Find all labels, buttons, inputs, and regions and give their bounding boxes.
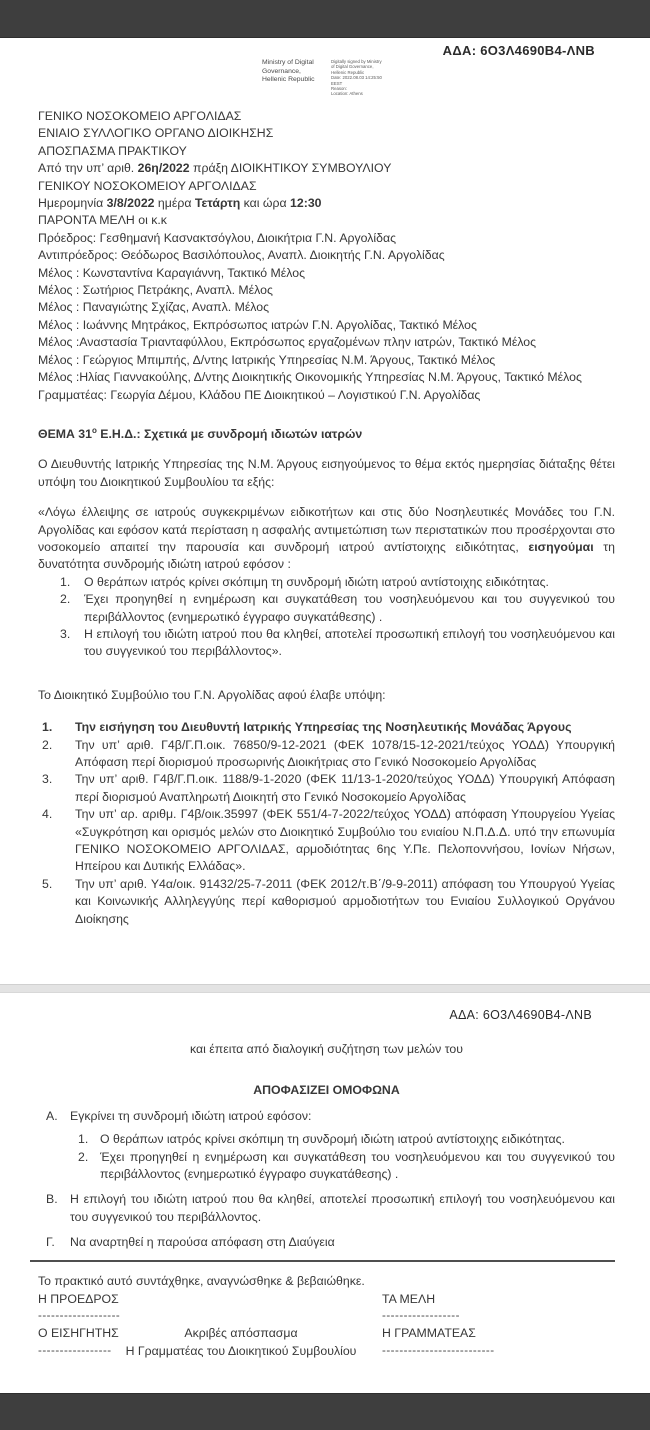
- text-line: Location: Athens: [331, 91, 363, 97]
- page1-body: [38, 38, 615, 928]
- text-run: ΘΕΜΑ 31: [38, 426, 92, 441]
- text-run: 3/8/2022: [106, 196, 155, 211]
- text-run: Την εισήγηση του Διευθυντή Ιατρικής Υπηρεσίας της Νοσηλευτικής Μονάδας Άργους: [75, 720, 572, 735]
- list-item: [42, 719, 615, 736]
- text-run: Την υπ’ αριθ. Υ4α/οικ. 91432/25-7-2011 (ΦΕΚ 2012/τ.Β΄/9-9-2011) απόφαση του Υπουργού Υγείας και Κοινωνικής Αλληλεγγύης περί καθορισμού αρμοδιοτήτων του Ενιαίου Συλλογικού Οργάνου Διοίκησης: [75, 876, 615, 926]
- spacer: [38, 661, 615, 687]
- text-run: Η επιλογή του ιδιώτη ιατρού που θα κληθεί, αποτελεί προσωπική επιλογή του νοσηλευόμενου και του συγγενικού του περιβάλλοντος.: [70, 1192, 615, 1224]
- document-page-2: [0, 993, 650, 1393]
- doc-line: [38, 334, 615, 351]
- centered-line: [38, 1082, 615, 1099]
- spacer: [38, 1100, 615, 1108]
- list: [42, 719, 615, 928]
- ada-code: ΑΔΑ: 6Ο3Λ4690Β4-ΛΝΒ: [442, 43, 595, 58]
- text-run: Ημερομηνία: [38, 196, 107, 211]
- doc-line: [38, 369, 615, 386]
- list-item-text: [100, 1131, 615, 1148]
- list-marker: 5.: [42, 876, 53, 891]
- text-run: Την υπ’ αριθ. Γ4β/Γ.Π.οικ. 76850/9-12-2021 (ΦΕΚ 1078/15-12-2021/τεύχος ΥΟΔΔ) Υπουργική Απόφαση περί διορισμού προσωρινής Διοικήτριας στο Γενικό Νοσοκομείο Αργολίδας: [75, 737, 615, 769]
- list-item: [46, 1108, 615, 1125]
- list-marker: 2.: [78, 1149, 89, 1164]
- text-run: Ο θεράπων ιατρός κρίνει σκόπιμη τη συνδρομή ιδιώτη ιατρού αντίστοιχης ειδικότητας.: [84, 574, 549, 589]
- list-item: [46, 1191, 615, 1226]
- list: [46, 1108, 615, 1125]
- digital-signature-stamp: [262, 59, 427, 97]
- list: [46, 1191, 615, 1251]
- list-item: [60, 574, 615, 591]
- doc-line: [38, 265, 615, 282]
- list-marker: 2.: [60, 592, 71, 607]
- text-run: Πρόεδρος: Γεσθημανή Κασνακτσόγλου, Διοικήτρια Γ.Ν. Αργολίδας: [38, 230, 397, 245]
- list-item-text: [70, 1191, 615, 1226]
- list-item-text: [84, 574, 615, 591]
- doc-line: [38, 178, 615, 195]
- list-marker: 1.: [42, 720, 53, 735]
- list-item: [46, 1234, 615, 1251]
- list-marker: Α.: [46, 1108, 58, 1123]
- text-run: ο: [92, 425, 97, 435]
- text-run: Εγκρίνει τη συνδρομή ιδιώτη ιατρού εφόσον:: [70, 1108, 312, 1123]
- text-run: Γραμματέας: Γεωργία Δέμου, Κλάδου ΠΕ Διοικητικού – Λογιστικού Γ.Ν. Αργολίδας: [38, 387, 481, 402]
- text-run: «Λόγω έλλειψης σε ιατρούς συγκεκριμένων ειδικοτήτων και στις δύο Νοσηλευτικές Μονάδες του Γ.Ν. Αργολίδας και εφόσον κατά περίσταση η ασφαλής αντιμετώπιση των περιστατικών που προσέρχονται στο νοσοκομείο απαιτεί την παρουσία και συνδρομή ιατρού αντίστοιχης ειδικότητας,: [38, 505, 615, 554]
- list-item-text: [75, 737, 615, 772]
- doc-line: [38, 387, 615, 404]
- viewer-top-band: [0, 0, 650, 38]
- list-marker: 3.: [42, 772, 53, 787]
- list-item-text: [75, 771, 615, 806]
- text-run: Έχει προηγηθεί η ενημέρωση και συγκατάθεση του νοσηλευόμενου και του συγγενικού του περιβάλλοντος (ενημερωτικό έγγραφο συγκατάθεσης) .: [100, 1149, 615, 1182]
- text-line: Hellenic Republic: [331, 69, 365, 75]
- text-run: τη δυνατότητα συνδρομής ιδιώτη ιατρού εφόσον :: [38, 539, 615, 572]
- footer-divider: [30, 1260, 615, 1262]
- text-run: Έχει προηγηθεί η ενημέρωση και συγκατάθεση του νοσηλευόμενου και του συγγενικού του περιβάλλοντος (ενημερωτικό έγγραφο συγκατάθεσης) .: [84, 592, 615, 624]
- secretary-signature-line: --------------------------: [382, 1344, 495, 1357]
- president-label: Η ΠΡΟΕΔΡΟΣ: [38, 1291, 119, 1306]
- text-run: και ώρα: [240, 196, 291, 211]
- spacer: [38, 443, 615, 456]
- text-run: Μέλος :Ηλίας Γιαννακούλης, Δ/ντης Διοικητικής Οικονομικής Υπηρεσίας Ν.Μ. Άργους, Τακτικό Μέλος: [38, 370, 582, 385]
- doc-line: [38, 317, 615, 334]
- doc-line: [38, 143, 615, 160]
- text-run: 12:30: [290, 196, 322, 211]
- text-run: ΓΕΝΙΚΟΥ ΝΟΣΟΚΟΜΕΙΟΥ ΑΡΓΟΛΙΔΑΣ: [38, 178, 257, 193]
- list: [78, 1131, 615, 1183]
- text-line: of Digital Governance,: [331, 64, 374, 70]
- text-run: 26η/2022: [137, 161, 190, 176]
- text-block: [38, 108, 615, 404]
- list-marker: 3.: [60, 626, 71, 641]
- page-separator: [0, 984, 650, 993]
- text-line: Reason:: [331, 86, 348, 92]
- list-marker: 1.: [78, 1132, 89, 1147]
- list-item: [42, 771, 615, 806]
- signature-details: [331, 59, 427, 97]
- text-run: και έπειτα από διαλογική συζήτηση των μελών του: [190, 1042, 463, 1056]
- list-item: [78, 1131, 615, 1148]
- list-item: [42, 806, 615, 876]
- text-run: Ο Διευθυντής Ιατρικής Υπηρεσίας της Ν.Μ. Άργους εισηγούμενος το θέμα εκτός ημερησίας διάταξης θέτει υπόψη του Διοικητικού Συμβουλίου τα εξής:: [38, 457, 615, 489]
- list-item: [42, 737, 615, 772]
- list-item-text: [70, 1234, 615, 1251]
- text-run: Το Διοικητικό Συμβούλιο του Γ.Ν. Αργολίδας αφού έλαβε υπόψη:: [38, 687, 386, 702]
- list-item-text: [70, 1108, 615, 1125]
- spacer: [38, 404, 615, 426]
- text-run: ΠΑΡΟΝΤΑ ΜΕΛΗ οι κ.κ: [38, 213, 167, 228]
- list-item: [42, 876, 615, 928]
- text-run: πράξη ΔΙΟΙΚΗΤΙΚΟΥ ΣΥΜΒΟΥΛΙΟΥ: [189, 161, 392, 176]
- text-line: Digitally signed by Ministry: [331, 59, 382, 64]
- text-run: ΕΝΙΑΙΟ ΣΥΛΛΟΓΙΚΟ ΟΡΓΑΝΟ ΔΙΟΙΚΗΣΗΣ: [38, 126, 274, 141]
- doc-line: [38, 108, 615, 125]
- text-line: Hellenic Republic: [262, 76, 315, 83]
- doc-line: [38, 687, 615, 704]
- text-run: Μέλος : Γεώργιος Μπιμπής, Δ/ντης Ιατρικής Υπηρεσίας Ν.Μ. Άργους, Τακτικό Μέλος: [38, 352, 496, 367]
- list: [60, 574, 615, 661]
- doc-line: [38, 125, 615, 142]
- doc-line: [38, 299, 615, 316]
- doc-line: [38, 282, 615, 299]
- signature-signer: [262, 59, 326, 97]
- text-run: Μέλος : Ιωάννης Μητράκος, Εκπρόσωπος ιατρών Γ.Ν. Αργολίδας, Τακτικό Μέλος: [38, 317, 477, 332]
- text-run: Τετάρτη: [194, 196, 241, 211]
- doc-line: [38, 160, 615, 177]
- list-item-text: [75, 806, 615, 876]
- secretary-line: Η Γραμματέας του Διοικητικού Συμβουλίου: [125, 1343, 357, 1358]
- spacer: [38, 704, 615, 719]
- text-run: Μέλος : Κωνσταντίνα Καραγιάννη, Τακτικό Μέλος: [38, 265, 306, 280]
- spacer: [38, 1058, 615, 1082]
- members-signature-line: ------------------: [382, 1310, 460, 1323]
- attestation-line: Το πρακτικό αυτό συντάχθηκε, αναγνώσθηκε & βεβαιώθηκε.: [38, 1273, 365, 1288]
- spacer: [38, 1183, 615, 1191]
- list-item-text: [75, 876, 615, 928]
- text-run: ΑΠΟΦΑΣΙΖΕΙ ΟΜΟΦΩΝΑ: [253, 1083, 400, 1098]
- text-run: Την υπ’ αριθ. Γ4β/Γ.Π.οικ. 1188/9-1-2020 (ΦΕΚ 11/13-1-2020/τεύχος ΥΟΔΔ) Υπουργική Απόφαση περί διορισμού Αναπληρωτή Διοικητή στο Γενικό Νοσοκομείο Αργολίδας: [75, 772, 615, 804]
- text-run: εισηγούμαι: [528, 539, 594, 554]
- text-run: ΑΠΟΣΠΑΣΜΑ ΠΡΑΚΤΙΚΟΥ: [38, 143, 187, 158]
- text-run: Η επιλογή του ιδιώτη ιατρού που θα κληθεί, αποτελεί προσωπική επιλογή του νοσηλευόμενου και του συγγενικού του περιβάλλοντος».: [84, 626, 615, 659]
- text-run: Να αναρτηθεί η παρούσα απόφαση στη Διαύγεια: [70, 1235, 335, 1250]
- members-label: ΤΑ ΜΕΛΗ: [382, 1291, 436, 1306]
- exact-copy-label: Ακριβές απόσπασμα: [184, 1326, 298, 1341]
- list-item-text: [75, 719, 615, 736]
- doc-line: [38, 247, 615, 264]
- list-item-text: [84, 626, 615, 661]
- page2-body: [38, 993, 615, 1252]
- list-item: [78, 1149, 615, 1184]
- rapporteur-label: Ο ΕΙΣΗΓΗΤΗΣ: [38, 1326, 119, 1341]
- text-run: Αντιπρόεδρος: Θεόδωρος Βασιλόπουλος, Αναπλ. Διοικητής Γ.Ν. Αργολίδας: [38, 248, 445, 263]
- text-block: [38, 687, 615, 704]
- viewer-bottom-band: [0, 1393, 650, 1430]
- paragraph: [38, 504, 615, 574]
- president-signature-line: -------------------: [38, 1310, 121, 1323]
- text-run: Ε.Η.Δ.: Σχετικά με συνδρομή ιδιωτών ιατρών: [96, 426, 363, 441]
- text-run: ΓΕΝΙΚΟ ΝΟΣΟΚΟΜΕΙΟ ΑΡΓΟΛΙΔΑΣ: [38, 109, 242, 123]
- list-marker: 2.: [42, 737, 53, 752]
- text-run: Μέλος : Σωτήριος Πετράκης, Αναπλ. Μέλος: [38, 283, 273, 298]
- ada-code: ΑΔΑ: 6Ο3Λ4690Β4-ΛΝΒ: [449, 1008, 592, 1022]
- list-marker: 4.: [42, 807, 53, 822]
- doc-line: [38, 212, 615, 229]
- spacer: [38, 491, 615, 504]
- signature-block: [38, 1291, 615, 1361]
- text-run: Ο θεράπων ιατρός κρίνει σκόπιμη τη συνδρομή ιδιώτη ιατρού αντίστοιχης ειδικότητας.: [100, 1132, 565, 1147]
- text-run: ημέρα: [154, 196, 195, 211]
- text-run: Από την υπ’ αριθ.: [38, 161, 138, 176]
- text-run: Μέλος :Αναστασία Τριανταφύλλου, Εκπρόσωπος εργαζομένων πλην ιατρών, Τακτικό Μέλος: [38, 335, 537, 350]
- centered-line: [38, 1041, 615, 1058]
- secretary-title: Η ΓΡΑΜΜΑΤΕΑΣ: [382, 1326, 476, 1341]
- text-line: Governance,: [262, 67, 301, 75]
- text-run: Μέλος : Παναγιώτης Σχίζας, Αναπλ. Μέλος: [38, 300, 270, 315]
- text-line: Date: 2022.08.03 14:25:50: [331, 75, 382, 81]
- list-item: [60, 591, 615, 626]
- rapporteur-signature-line: -----------------: [38, 1344, 112, 1357]
- text-block: [38, 426, 615, 443]
- doc-line: [38, 426, 615, 443]
- paragraph: [38, 456, 615, 491]
- doc-line: [38, 352, 615, 369]
- list-marker: Β.: [46, 1192, 58, 1207]
- text-run: Την υπ’ αρ. αριθμ. Γ4β/οικ.35997 (ΦΕΚ 551/4-7-2022/τεύχος ΥΟΔΔ) απόφαση Υπουργείου Υγείας «Συγκρότηση και ορισμός μελών στο Διοικητικό Συμβούλιο του ενιαίου Ν.Π.Δ.Δ. υπό την επωνυμία ΓΕΝΙΚΟ ΝΟΣΟΚΟΜΕΙΟ ΑΡΓΟΛΙΔΑΣ, αρμοδιότητας 6ης Υ.Πε. Πελοποννήσου, Ιονίων Νήσων, Ηπείρου και Δυτικής Ελλάδας».: [75, 807, 615, 874]
- list-marker: Γ.: [46, 1235, 55, 1250]
- text-line: Ministry of Digital: [262, 59, 314, 66]
- list-marker: 1.: [60, 574, 71, 589]
- text-line: EEST: [331, 80, 343, 86]
- document-page-1: [0, 38, 650, 984]
- doc-line: [38, 195, 615, 212]
- list-item-text: [84, 591, 615, 626]
- list-item-text: [100, 1149, 615, 1184]
- list-item: [60, 626, 615, 661]
- doc-line: [38, 230, 615, 247]
